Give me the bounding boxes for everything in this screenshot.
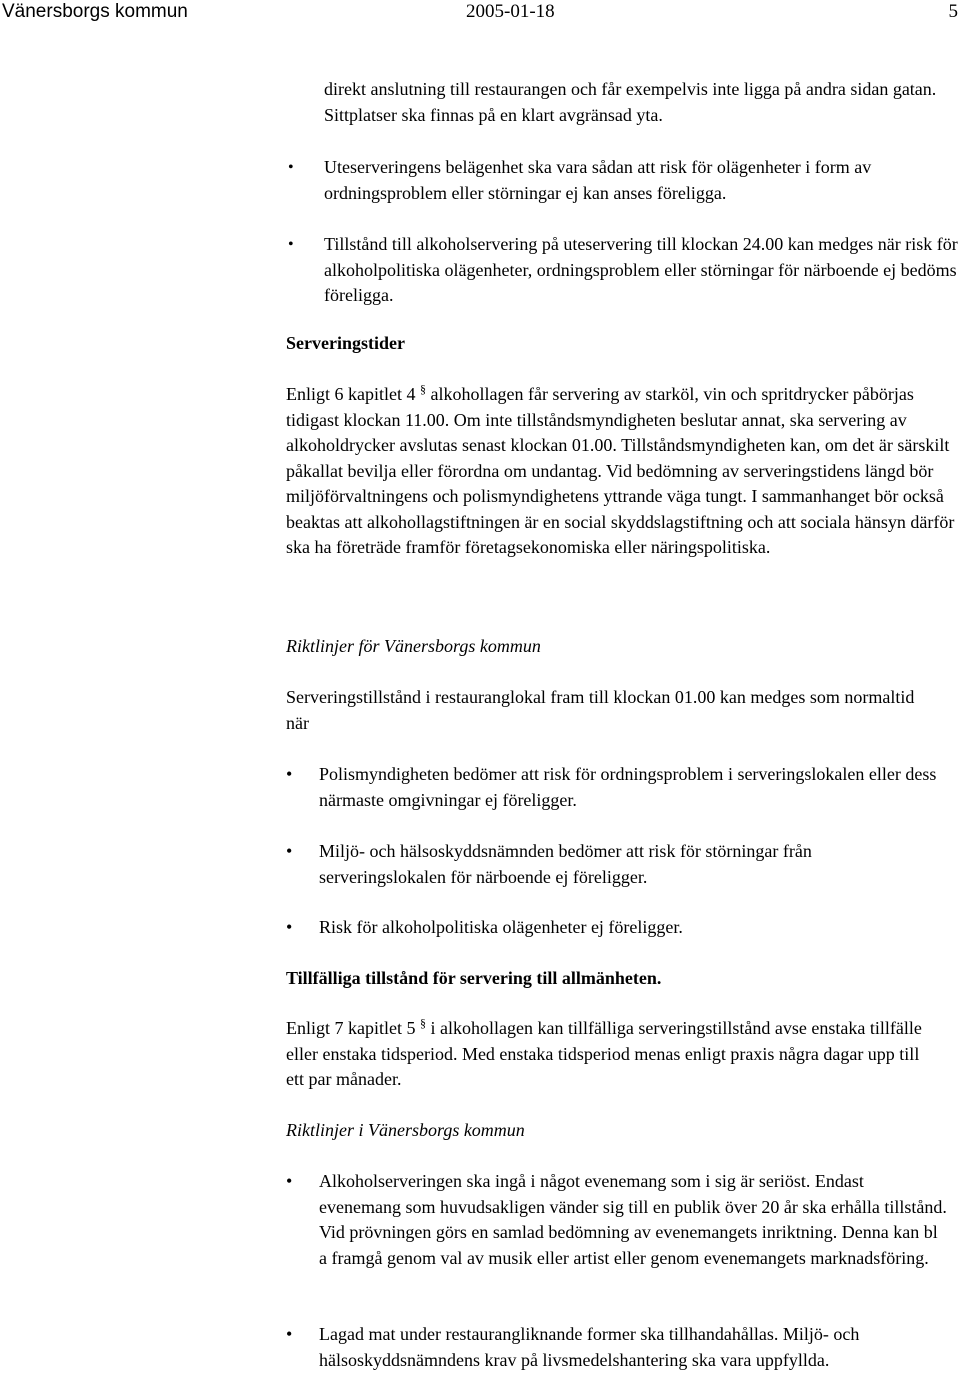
page-header: [0, 0, 960, 28]
list-item: Tillstånd till alkoholservering på uteservering till klockan 24.00 kan medges när risk för alkoholpolitiska olägenheter, ordningsproblem eller störningar för närboende ej bedöms föreligga.: [324, 234, 958, 305]
header-organization: Vänersborgs kommun: [2, 1, 188, 22]
paragraph-text: Enligt 6 kapitlet 4: [286, 384, 420, 404]
bullet-icon: •: [286, 764, 293, 784]
section-heading-riktlinjer-2: Riktlinjer i Vänersborgs kommun: [286, 1120, 525, 1140]
list-item: Lagad mat under restaurangliknande former ska tillhandahållas. Miljö- och hälsoskyddsnämndens krav på livsmedelshantering ska vara uppfyllda.: [319, 1324, 860, 1370]
tillfalliga-paragraph: [286, 1016, 936, 1093]
continued-paragraph: direkt anslutning till restaurangen och får exempelvis inte ligga på andra sidan gatan. Sittplatser ska finnas på en klart avgränsad yta.: [324, 79, 937, 125]
list-item: Alkoholserveringen ska ingå i något evenemang som i sig är seriöst. Endast evenemang som huvudsakligen vänder sig till en publik över 20 år ska erhålla tillstånd. Vid prövningen görs en samlad bedömning av evenemangets inriktning. Denna kan bl a framgå genom val av musik eller artist eller genom evenemangets marknadsföring.: [319, 1171, 947, 1268]
bullet-icon: •: [286, 841, 293, 861]
list-item: Uteserveringens belägenhet ska vara sådan att risk för olägenheter i form av ordningsproblem eller störningar ej kan anses föreligga.: [324, 157, 872, 203]
header-page-number: 5: [948, 1, 958, 22]
section-sign: §: [419, 382, 426, 396]
serveringstider-paragraph: [286, 382, 956, 561]
bullet-icon: •: [286, 1171, 293, 1191]
section-heading-serveringstider: Serveringstider: [286, 333, 405, 353]
header-date: 2005-01-18: [466, 1, 555, 22]
list-item: Miljö- och hälsoskyddsnämnden bedömer att risk för störningar från serveringslokalen för närboende ej föreligger.: [319, 841, 812, 887]
list-item: Risk för alkoholpolitiska olägenheter ej föreligger.: [319, 917, 683, 937]
list-item: Polismyndigheten bedömer att risk för ordningsproblem i serveringslokalen eller dess närmaste omgivningar ej föreligger.: [319, 764, 937, 810]
bullet-icon: •: [286, 1324, 293, 1344]
section-heading-riktlinjer: Riktlinjer för Vänersborgs kommun: [286, 636, 541, 656]
section-heading-tillfalliga: Tillfälliga tillstånd för servering till allmänheten.: [286, 968, 662, 988]
bullet-icon: •: [288, 159, 294, 176]
section-sign: §: [419, 1016, 426, 1030]
bullet-icon: •: [286, 917, 293, 937]
riktlinjer-intro: Serveringstillstånd i restauranglokal fram till klockan 01.00 kan medges som normaltid när: [286, 687, 915, 733]
paragraph-text: alkohollagen får servering av starköl, vin och spritdrycker påbörjas tidigast klockan 11.00. Om inte tillståndsmyndigheten beslutar annat, ska servering av alkoholdrycker avslutas senast klockan 01.00. Tillståndsmyndigheten kan, om det är särskilt påkallat bevilja eller förordna om undantag. Vid bedömning av serveringstidens längd bör miljöförvaltningens och polismyndighetens yttrande väga tungt. I sammanhanget bör också beaktas att alkohollagstiftningen är en social skyddslagstiftning och att sociala hänsyn därför ska ha företräde framför företagsekonomiska eller näringspolitiska.: [286, 384, 955, 557]
bullet-icon: •: [288, 236, 294, 253]
paragraph-text: i alkohollagen kan tillfälliga serveringstillstånd avse enstaka tillfälle eller enstaka tidsperiod. Med enstaka tidsperiod menas enligt praxis några dagar upp till ett par månader.: [286, 1018, 922, 1089]
paragraph-text: Enligt 7 kapitlet 5: [286, 1018, 420, 1038]
